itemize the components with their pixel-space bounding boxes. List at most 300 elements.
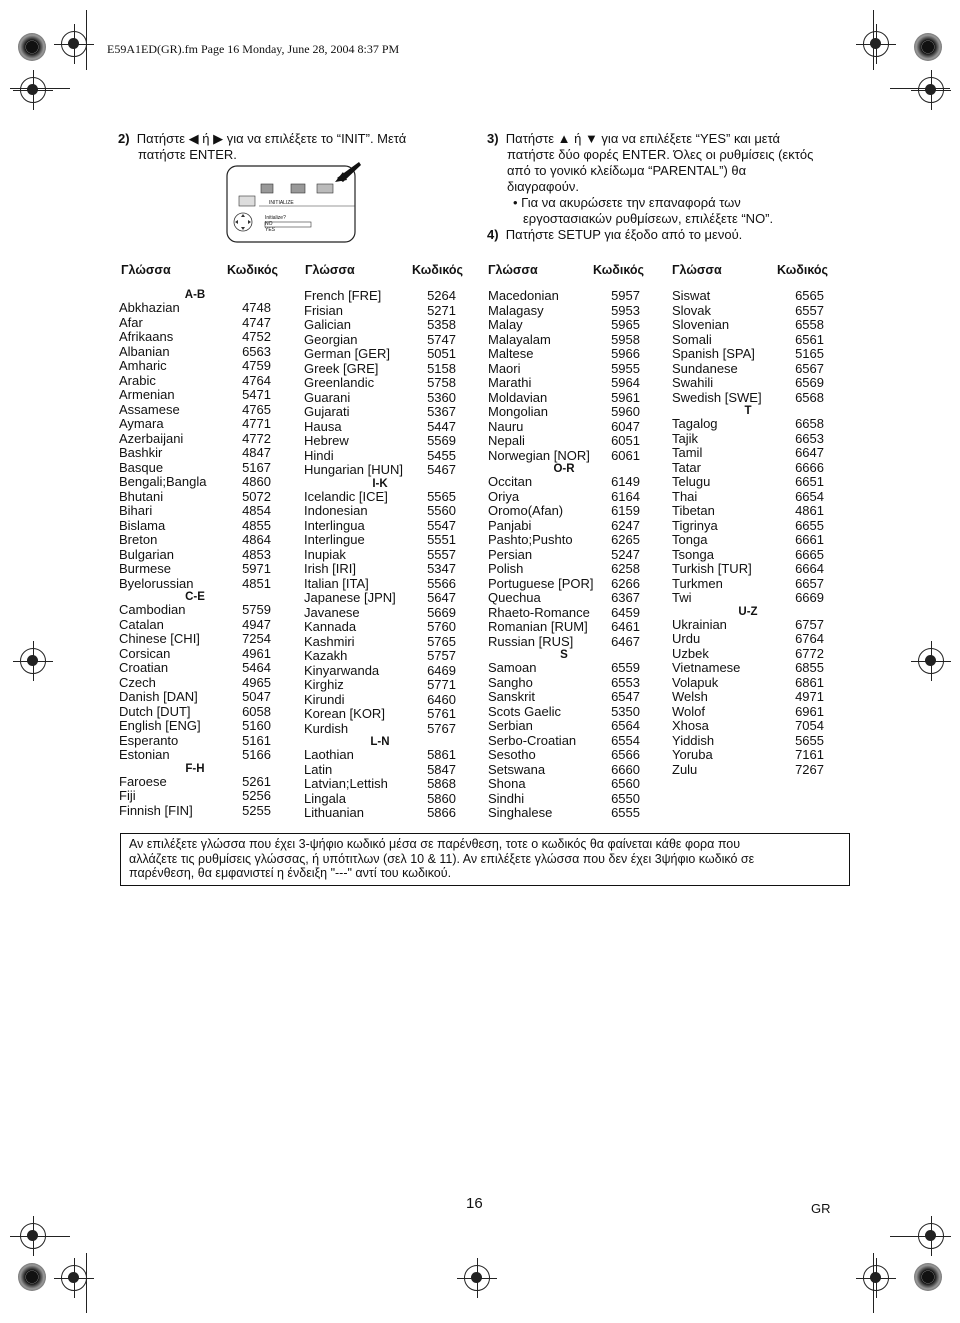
column-header-language: Γλώσσα [121, 263, 171, 277]
language-row [488, 806, 640, 821]
note-text: παρένθεση, θα εμφανιστεί η ένδειξη "---" αντί του κωδικού. [129, 866, 452, 880]
language-row [672, 289, 824, 304]
language-name: Irish [IRI] [304, 561, 357, 576]
language-name: Amharic [119, 358, 167, 373]
language-code-value: 5669 [427, 604, 456, 620]
language-code-value: 5760 [427, 619, 456, 634]
language-code-value: 6051 [611, 433, 640, 448]
language-row [672, 618, 824, 633]
registration-mark-icon [61, 31, 87, 57]
language-row [672, 519, 824, 534]
language-row [119, 490, 271, 505]
step-number: 3) [487, 131, 499, 146]
language-row [304, 678, 456, 693]
language-name: Hebrew [304, 433, 349, 448]
language-row [672, 577, 824, 592]
language-code-value: 6661 [795, 532, 824, 547]
language-code-value: 6553 [611, 674, 640, 690]
language-code-value: 6569 [795, 375, 824, 390]
language-code-value: 6559 [611, 660, 640, 675]
language-row [488, 347, 640, 362]
language-row [672, 304, 824, 319]
language-row [488, 548, 640, 563]
language-name: Wolof [672, 703, 705, 719]
language-code-value: 4861 [795, 503, 824, 518]
language-row [488, 661, 640, 676]
language-name: Welsh [672, 689, 708, 704]
language-name: Pashto;Pushto [488, 532, 573, 547]
language-code-value: 6555 [611, 805, 640, 820]
language-code-value: 4748 [242, 300, 271, 315]
screen-question: Initialize? [265, 215, 286, 221]
language-name: Somali [672, 331, 712, 347]
language-code-value: 6669 [795, 590, 824, 605]
language-row [488, 289, 640, 304]
language-code-value: 6566 [611, 747, 640, 762]
language-code-value: 6568 [795, 389, 824, 405]
language-code-value: 6647 [795, 445, 824, 460]
language-name: Guarani [304, 389, 351, 405]
language-name: Singhalese [488, 805, 553, 820]
language-row [119, 446, 271, 461]
language-row [119, 345, 271, 360]
language-name: Urdu [672, 631, 701, 646]
language-code-value: 5758 [427, 375, 456, 390]
language-name: Siswat [672, 288, 711, 303]
language-row [488, 318, 640, 333]
language-code-value: 5860 [427, 790, 456, 806]
section-letters: U-Z [738, 605, 758, 618]
color-wheel-icon [914, 1263, 942, 1291]
language-name: Frisian [304, 302, 344, 318]
language-row [488, 792, 640, 807]
language-code-value: 5264 [427, 288, 456, 303]
language-row [119, 719, 271, 734]
language-name: Korean [KOR] [304, 706, 385, 721]
language-code-value: 5868 [427, 776, 456, 791]
bullet-text: • Για να ακυρώσετε την επαναφορά των [513, 195, 741, 210]
language-code-value: 5958 [611, 331, 640, 347]
language-code-value: 6047 [611, 418, 640, 434]
language-row [119, 417, 271, 432]
language-code-value: 6961 [795, 703, 824, 719]
language-name: Sangho [488, 674, 533, 690]
language-code-value: 4961 [242, 645, 271, 661]
language-name: Sindhi [488, 790, 525, 806]
step-text: Πατήστε ◀ ή ▶ για να επιλέξετε το “INIT”. Μετά [136, 131, 407, 146]
language-name: Thai [672, 488, 698, 504]
language-name: Inupiak [304, 546, 346, 562]
language-row [304, 806, 456, 821]
column-header-code: Κωδικός [227, 263, 279, 277]
language-code-value: 6459 [611, 604, 640, 620]
language-row [672, 734, 824, 749]
language-name: Breton [119, 532, 158, 547]
language-code-value: 5447 [427, 418, 456, 434]
language-name: Yoruba [672, 747, 713, 762]
language-row [304, 434, 456, 449]
language-name: Greenlandic [304, 375, 375, 390]
language-row [672, 562, 824, 577]
language-code-value: 5350 [611, 703, 640, 719]
language-code-value: 6666 [795, 459, 824, 475]
registration-mark-icon [918, 77, 944, 103]
language-code-value: 5569 [427, 433, 456, 448]
language-name: Spanish [SPA] [672, 346, 755, 361]
language-row [672, 417, 824, 432]
language-row [119, 301, 271, 316]
language-code-value: 4847 [242, 445, 271, 460]
language-row [119, 632, 271, 647]
language-code-value: 5547 [427, 517, 456, 533]
language-name: Kashmiri [304, 633, 355, 649]
language-row [304, 792, 456, 807]
language-name: Vietnamese [672, 660, 741, 675]
language-row [488, 533, 640, 548]
language-name: Malagasy [488, 302, 544, 318]
language-name: Oriya [488, 488, 520, 504]
language-name: Malayalam [488, 331, 551, 347]
language-row [488, 420, 640, 435]
language-name: Occitan [488, 474, 533, 489]
language-code-value: 5565 [427, 488, 456, 504]
language-name: Croatian [119, 660, 169, 675]
language-code-value: 6247 [611, 517, 640, 533]
language-row [304, 533, 456, 548]
language-row [304, 504, 456, 519]
language-code-value: 5866 [427, 805, 456, 820]
step-2 [118, 131, 458, 163]
column-header-language: Γλώσσα [488, 263, 538, 277]
language-name: Catalan [119, 616, 164, 632]
language-row [488, 606, 640, 621]
language-row [672, 490, 824, 505]
language-code-value: 5557 [427, 546, 456, 562]
language-name: Kazakh [304, 648, 348, 663]
language-code-value: 5160 [242, 718, 271, 733]
language-code-value: 4772 [242, 430, 271, 446]
language-code-value: 6855 [795, 660, 824, 675]
language-row [304, 304, 456, 319]
language-row [304, 722, 456, 737]
language-row [672, 475, 824, 490]
language-code-value: 7267 [795, 761, 824, 777]
language-name: Sanskrit [488, 689, 535, 704]
language-name: Afrikaans [119, 329, 174, 344]
language-code-value: 5455 [427, 447, 456, 463]
language-code-value: 4947 [242, 616, 271, 632]
language-row [119, 432, 271, 447]
language-code-value: 6654 [795, 488, 824, 504]
language-name: Tajik [672, 430, 699, 446]
crop-mark [86, 1253, 87, 1313]
language-code-value: 4965 [242, 674, 271, 690]
language-name: Turkish [TUR] [672, 561, 752, 576]
language-row [672, 647, 824, 662]
language-code-value: 5072 [242, 488, 271, 504]
language-row [304, 548, 456, 563]
language-row [672, 661, 824, 676]
language-code-value: 5256 [242, 788, 271, 803]
language-row [119, 403, 271, 418]
language-code-value: 6159 [611, 503, 640, 518]
language-row [488, 475, 640, 490]
language-code-value: 5261 [242, 773, 271, 789]
language-row [672, 705, 824, 720]
language-row [672, 461, 824, 476]
language-code-value: 5165 [795, 346, 824, 361]
language-row [488, 635, 640, 650]
language-name: Azerbaijani [119, 430, 184, 446]
step-text: Πατήστε ▲ ή ▼ για να επιλέξετε “YES” και μετά [505, 131, 781, 146]
language-row [119, 475, 271, 490]
language-code-value: 6149 [611, 474, 640, 489]
color-wheel-icon [18, 33, 46, 61]
language-code-value: 5966 [611, 346, 640, 361]
language-code-value: 5957 [611, 288, 640, 303]
language-row [488, 391, 640, 406]
language-row [488, 519, 640, 534]
language-name: Russian [RUS] [488, 633, 574, 649]
step-number: 2) [118, 131, 130, 146]
language-row [304, 333, 456, 348]
language-name: Nauru [488, 418, 524, 434]
language-code-value: 6665 [795, 546, 824, 562]
language-code-value: 6469 [427, 662, 456, 678]
language-column-2 [304, 289, 456, 821]
language-code-value: 4853 [242, 546, 271, 562]
language-code-value: 5158 [427, 360, 456, 376]
language-row [488, 763, 640, 778]
language-code-value: 6164 [611, 488, 640, 504]
language-code-value: 5551 [427, 532, 456, 547]
language-code-value: 5051 [427, 346, 456, 361]
language-name: Byelorussian [119, 575, 194, 591]
language-code-value: 5765 [427, 633, 456, 649]
language-name: German [GER] [304, 346, 390, 361]
language-name: Estonian [119, 747, 170, 762]
language-name: Bhutani [119, 488, 164, 504]
language-row [488, 690, 640, 705]
language-name: Turkmen [672, 575, 723, 591]
language-code-value: 6764 [795, 631, 824, 646]
language-code-value: 6547 [611, 689, 640, 704]
registration-mark-icon [863, 31, 889, 57]
section-letters: A-B [184, 289, 206, 301]
language-name: Tsonga [672, 546, 714, 562]
language-row [304, 490, 456, 505]
screen-illustration [219, 162, 365, 244]
language-code-value: 4855 [242, 517, 271, 533]
language-name: Swahili [672, 375, 714, 390]
language-code-value: 4752 [242, 329, 271, 344]
language-code-value: 6563 [242, 343, 271, 359]
language-row [119, 374, 271, 389]
language-row [488, 719, 640, 734]
registration-mark-icon [918, 1223, 944, 1249]
language-column-3 [488, 289, 640, 821]
language-code-value: 5647 [427, 590, 456, 605]
language-code-value: 4854 [242, 503, 271, 518]
language-code-value: 6550 [611, 790, 640, 806]
language-name: Basque [119, 459, 164, 475]
language-code-value: 7161 [795, 747, 824, 762]
language-name: Marathi [488, 375, 532, 390]
language-row [119, 789, 271, 804]
language-name: Georgian [304, 331, 358, 347]
language-code-value: 5757 [427, 648, 456, 663]
language-name: Scots Gaelic [488, 703, 561, 719]
language-code-value: 5471 [242, 387, 271, 402]
language-name: Bihari [119, 503, 153, 518]
note-box [120, 833, 850, 886]
language-name: Malay [488, 317, 523, 332]
step-number: 4) [487, 227, 499, 242]
language-code-value: 7054 [795, 718, 824, 733]
color-wheel-icon [18, 1263, 46, 1291]
language-row [672, 362, 824, 377]
column-header-code: Κωδικός [593, 263, 645, 277]
language-name: Twi [672, 590, 692, 605]
language-name: Nepali [488, 433, 525, 448]
section-letters: I-K [372, 477, 388, 490]
language-code-value: 6861 [795, 674, 824, 690]
language-name: Romanian [RUM] [488, 619, 588, 634]
column-header-code: Κωδικός [412, 263, 464, 277]
language-code-value: 6564 [611, 718, 640, 733]
language-code-value: 7254 [242, 631, 271, 646]
language-name: Rhaeto-Romance [488, 604, 590, 620]
language-name: Mongolian [488, 404, 548, 419]
language-row [119, 705, 271, 720]
language-code-value: 5560 [427, 503, 456, 518]
step-3 [487, 131, 847, 243]
language-code-value: 6757 [795, 616, 824, 632]
language-name: Tagalog [672, 416, 718, 431]
language-name: Corsican [119, 645, 171, 661]
language-name: Sesotho [488, 747, 536, 762]
language-name: Esperanto [119, 732, 179, 748]
language-row [304, 519, 456, 534]
language-row [304, 591, 456, 606]
language-row [304, 376, 456, 391]
language-code-value: 6664 [795, 561, 824, 576]
language-row [304, 405, 456, 420]
language-code-value: 5367 [427, 404, 456, 419]
language-name: Kirundi [304, 691, 345, 707]
language-code-value: 5347 [427, 561, 456, 576]
language-code-value: 5655 [795, 732, 824, 748]
language-row [488, 333, 640, 348]
language-name: Javanese [304, 604, 360, 620]
language-code-value: 5360 [427, 389, 456, 405]
language-row [304, 635, 456, 650]
language-name: Bengali;Bangla [119, 474, 207, 489]
language-row [488, 562, 640, 577]
language-name: Ukrainian [672, 616, 727, 632]
column-header-language: Γλώσσα [305, 263, 355, 277]
language-row [672, 533, 824, 548]
language-row [119, 388, 271, 403]
language-name: Gujarati [304, 404, 350, 419]
language-row [488, 504, 640, 519]
language-row [672, 318, 824, 333]
language-row [304, 577, 456, 592]
language-name: Danish [DAN] [119, 689, 198, 704]
section-letters: T [744, 405, 752, 417]
step-text: διαγραφούν. [507, 179, 579, 194]
language-row [672, 347, 824, 362]
language-row [119, 804, 271, 819]
language-row [119, 690, 271, 705]
language-code-value: 5759 [242, 602, 271, 617]
language-code-value: 6561 [795, 331, 824, 347]
step-text: Πατήστε SETUP για έξοδο από το μενού. [505, 227, 743, 242]
language-name: French [FRE] [304, 288, 382, 303]
screen-option-no: NO [265, 221, 273, 227]
language-row [119, 647, 271, 662]
language-name: Setswana [488, 761, 546, 777]
color-wheel-icon [914, 33, 942, 61]
language-row [119, 748, 271, 763]
language-name: Yiddish [672, 732, 715, 748]
language-name: Cambodian [119, 602, 186, 617]
registration-mark-icon [20, 648, 46, 674]
language-name: Norwegian [NOR] [488, 447, 590, 463]
language-name: Panjabi [488, 517, 532, 533]
language-name: Abkhazian [119, 300, 180, 315]
note-text: Αν επιλέξετε γλώσσα που έχει 3-ψήφιο κωδικό μέσα σε παρένθεση, τοτε ο κωδικός θα φαίνεται κάθε φορα που [129, 837, 741, 851]
language-row [119, 330, 271, 345]
language-name: Serbian [488, 718, 533, 733]
language-code-value: 6657 [795, 575, 824, 591]
language-code-value: 5953 [611, 302, 640, 318]
language-code-value: 5358 [427, 317, 456, 332]
language-name: Aymara [119, 416, 164, 431]
language-name: Tibetan [672, 503, 715, 518]
language-row [488, 405, 640, 420]
language-name: Tigrinya [672, 517, 718, 533]
section-letters: L-N [370, 736, 390, 748]
language-name: Arabic [119, 372, 156, 388]
language-row [672, 376, 824, 391]
language-row [672, 748, 824, 763]
language-row [672, 333, 824, 348]
page-number: 16 [466, 1195, 483, 1212]
language-code-value: 6266 [611, 575, 640, 591]
language-code-value: 6461 [611, 619, 640, 634]
language-code-value: 5971 [242, 561, 271, 576]
step-text: από το γονικό κλείδωμα “PARENTAL”) θα [507, 163, 747, 178]
language-name: Dutch [DUT] [119, 703, 191, 719]
language-row [304, 620, 456, 635]
language-name: Oromo(Afan) [488, 503, 564, 518]
language-column-4 [672, 289, 824, 777]
language-name: Samoan [488, 660, 537, 675]
registration-mark-icon [918, 648, 944, 674]
language-name: Shona [488, 776, 526, 791]
screen-title: INITIALIZE [269, 200, 294, 206]
language-code-value: 4764 [242, 372, 271, 388]
language-name: Kannada [304, 619, 357, 634]
language-code-value: 6258 [611, 561, 640, 576]
language-row [119, 359, 271, 374]
language-code-value: 6265 [611, 532, 640, 547]
language-row [304, 606, 456, 621]
language-code-value: 5960 [611, 404, 640, 419]
language-name: Bulgarian [119, 546, 174, 562]
language-name: Kurdish [304, 720, 349, 736]
